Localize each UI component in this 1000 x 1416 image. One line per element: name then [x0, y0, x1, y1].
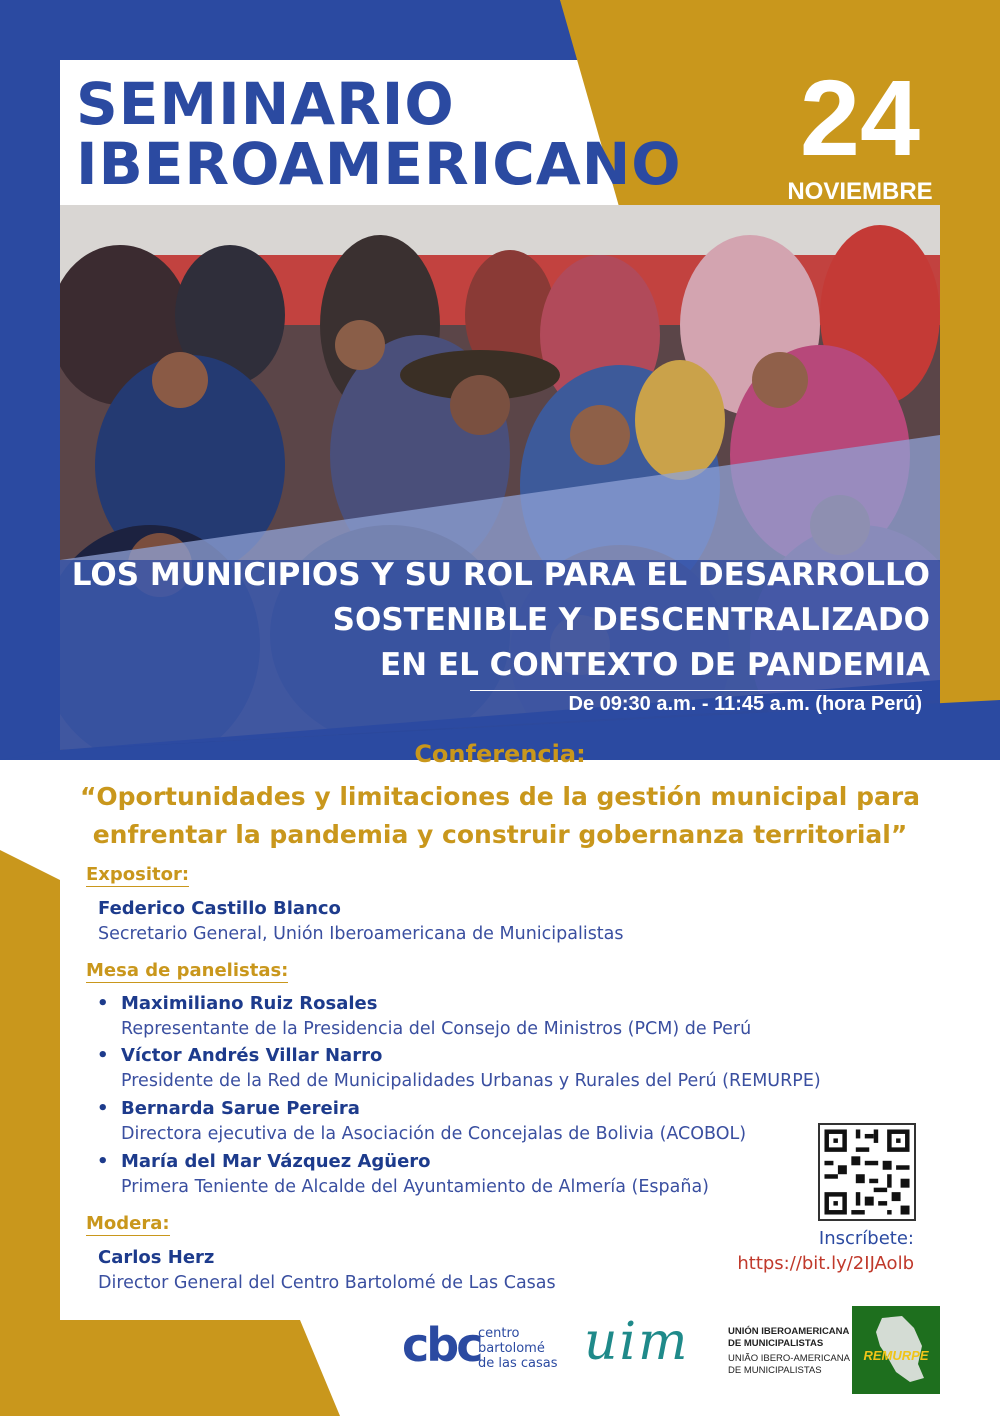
panel-bullet: •: [97, 1045, 109, 1066]
moderator-name: Carlos Herz: [98, 1247, 215, 1268]
date-month: NOVIEMBRE: [787, 178, 933, 205]
uim-text-line: DE MUNICIPALISTAS: [728, 1338, 824, 1349]
register-link[interactable]: https://bit.ly/2IJAolb: [737, 1253, 914, 1274]
theme-line-3: EN EL CONTEXTO DE PANDEMIA: [380, 647, 930, 683]
theme-heading: [72, 553, 930, 688]
time-divider: [470, 690, 922, 691]
panel-bullet: •: [97, 1098, 109, 1119]
conference-title: [60, 778, 940, 854]
uim-logo: uim: [584, 1312, 690, 1372]
expositor-label: Expositor:: [86, 864, 190, 885]
panelist-role: Presidente de la Red de Municipalidades Urbanas y Rurales del Perú (REMURPE): [121, 1071, 821, 1091]
conference-title-line-2: enfrentar la pandemia y construir gobernanza territorial”: [92, 820, 908, 849]
panelist-name: María del Mar Vázquez Agüero: [121, 1151, 431, 1172]
panelist-name: Víctor Andrés Villar Narro: [121, 1045, 383, 1066]
cbc-text-line: bartolomé: [478, 1341, 545, 1356]
uim-logo-text: [728, 1326, 850, 1377]
expositor-role: Secretario General, Unión Iberoamericana de Municipalistas: [98, 924, 624, 944]
expositor-name: Federico Castillo Blanco: [98, 898, 341, 919]
theme-line-2: SOSTENIBLE Y DESCENTRALIZADO: [332, 602, 930, 638]
cbc-text-line: centro: [478, 1326, 520, 1341]
register-label: Inscríbete:: [818, 1228, 914, 1249]
title-line-1: SEMINARIO: [76, 70, 455, 138]
qr-code[interactable]: [818, 1123, 916, 1221]
uim-text-line: UNIÓN IBEROAMERICANA: [728, 1326, 850, 1337]
panel-bullet: •: [97, 993, 109, 1014]
cbc-logo-text: [478, 1326, 558, 1371]
event-time: De 09:30 a.m. - 11:45 a.m. (hora Perú): [568, 693, 922, 715]
cbc-text-line: de las casas: [478, 1356, 558, 1371]
conference-title-line-1: “Oportunidades y limitaciones de la gestión municipal para: [79, 782, 921, 811]
conference-label: Conferencia:: [414, 740, 586, 768]
panelist-name: Maximiliano Ruiz Rosales: [121, 993, 378, 1014]
panelist-role: Directora ejecutiva de la Asociación de Concejalas de Bolivia (ACOBOL): [121, 1124, 747, 1144]
date-day: 24: [799, 57, 921, 178]
moderator-role: Director General del Centro Bartolomé de Las Casas: [98, 1273, 556, 1293]
uim-text-line: UNIÃO IBERO-AMERICANA: [728, 1353, 850, 1364]
title-line-2: IBEROAMERICANO: [76, 130, 682, 198]
panel-label: Mesa de panelistas:: [86, 960, 289, 981]
panel-bullet: •: [97, 1151, 109, 1172]
panelist-name: Bernarda Sarue Pereira: [121, 1098, 360, 1119]
cbc-logo: cbc: [402, 1318, 481, 1372]
panelist-role: Primera Teniente de Alcalde del Ayuntamiento de Almería (España): [121, 1177, 710, 1197]
remurpe-logo-text: REMURPE: [863, 1348, 929, 1363]
moderator-label: Modera:: [86, 1213, 170, 1234]
seminar-title: [76, 70, 682, 198]
uim-text-line: DE MUNICIPALISTAS: [728, 1365, 822, 1376]
panelist-role: Representante de la Presidencia del Consejo de Ministros (PCM) de Perú: [121, 1019, 752, 1039]
theme-line-1: LOS MUNICIPIOS Y SU ROL PARA EL DESARROLLO: [71, 557, 930, 593]
